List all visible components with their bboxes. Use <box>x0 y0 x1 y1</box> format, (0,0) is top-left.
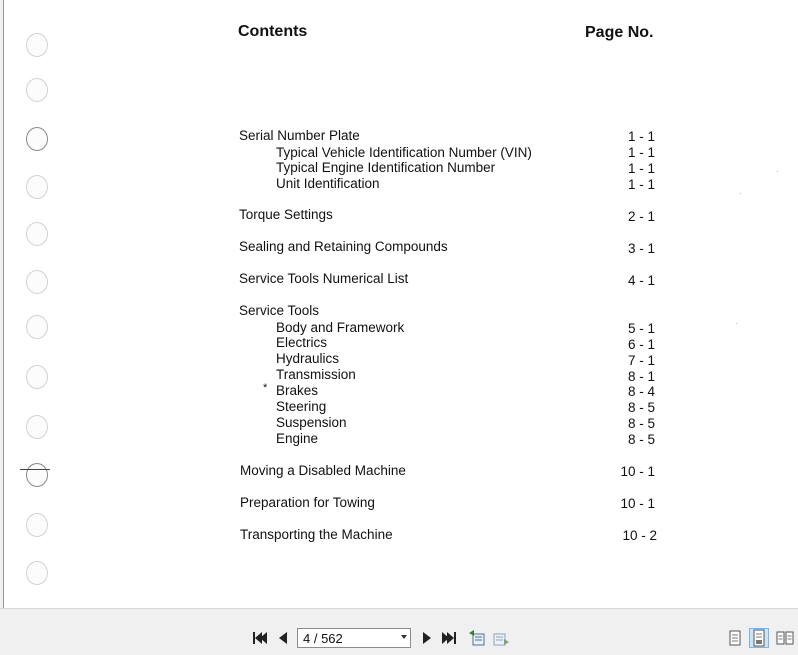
scan-speck <box>777 171 778 172</box>
toc-entry-serial-number-plate: Serial Number Plate <box>239 128 360 143</box>
last-page-icon[interactable] <box>441 628 459 648</box>
toc-entry-transmission: Transmission <box>276 367 356 382</box>
toc-page-body-framework: 5 - 1 <box>627 321 655 336</box>
toc-page-transporting: 10 - 2 <box>622 528 657 543</box>
toc-page-torque-settings: 2 - 1 <box>627 209 655 224</box>
next-page-icon[interactable] <box>418 628 436 648</box>
revision-marker: * <box>263 382 268 394</box>
go-back-view-icon[interactable] <box>468 628 486 648</box>
toc-entry-electrics: Electrics <box>276 335 328 350</box>
go-forward-view-icon[interactable] <box>492 628 510 648</box>
punch-hole <box>26 175 48 199</box>
toc-page-preparation-towing: 10 - 1 <box>620 496 655 511</box>
toc-entry-preparation-towing: Preparation for Towing <box>240 495 375 510</box>
toc-page-unit-identification: 1 - 1 <box>627 177 655 192</box>
toc-entry-torque-settings: Torque Settings <box>239 207 333 222</box>
chevron-down-icon <box>401 635 407 639</box>
toc-page-moving-disabled: 10 - 1 <box>620 464 655 479</box>
toc-page-electrics: 6 - 1 <box>627 337 655 352</box>
first-page-icon[interactable] <box>250 628 268 648</box>
toc-entry-moving-disabled: Moving a Disabled Machine <box>240 463 406 478</box>
toc-entry-service-tools-numerical: Service Tools Numerical List <box>239 271 409 286</box>
toc-page-engine: 8 - 5 <box>627 432 655 447</box>
toc-entry-hydraulics: Hydraulics <box>276 351 340 366</box>
toc-page-hydraulics: 7 - 1 <box>627 353 655 368</box>
punch-hole <box>26 78 48 102</box>
continuous-view-icon[interactable] <box>749 628 769 648</box>
punch-hole <box>26 463 48 487</box>
page-indicator-text: 4 / 562 <box>303 631 343 646</box>
page-number-select[interactable] <box>297 628 411 648</box>
toc-entry-service-tools: Service Tools <box>239 303 320 318</box>
facing-pages-view-icon[interactable] <box>775 628 795 648</box>
single-page-view-icon[interactable] <box>725 628 745 648</box>
contents-heading: Contents <box>238 23 308 40</box>
toc-page-typical-vin: 1 - 1 <box>627 145 655 160</box>
punch-hole <box>26 513 48 537</box>
toc-entry-transporting: Transporting the Machine <box>240 527 393 542</box>
punch-hole <box>26 415 48 439</box>
toc-page-sealing-compounds: 3 - 1 <box>627 241 655 256</box>
toc-entry-body-framework: Body and Framework <box>276 320 405 335</box>
toc-page-service-tools-numerical: 4 - 1 <box>627 273 655 288</box>
toc-entry-typical-engine-id: Typical Engine Identification Number <box>276 160 496 175</box>
punch-mark <box>20 469 50 470</box>
toc-entry-suspension: Suspension <box>276 415 347 430</box>
punch-hole <box>26 561 48 585</box>
punch-hole <box>26 33 48 57</box>
toc-page-suspension: 8 - 5 <box>627 416 655 431</box>
punch-hole <box>26 365 48 389</box>
toc-page-brakes: 8 - 4 <box>627 384 655 399</box>
toc-entry-engine: Engine <box>276 431 319 446</box>
toc-entry-brakes: Brakes <box>276 383 319 398</box>
previous-page-icon[interactable] <box>274 628 292 648</box>
document-page <box>3 0 798 608</box>
punch-hole <box>26 270 48 294</box>
toc-entry-sealing-compounds: Sealing and Retaining Compounds <box>239 239 448 254</box>
toc-entry-typical-vin: Typical Vehicle Identification Number (VIN) <box>276 145 532 160</box>
scan-speck <box>740 193 741 194</box>
toc-page-typical-engine-id: 1 - 1 <box>627 161 655 176</box>
punch-hole <box>26 127 48 151</box>
toc-page-serial-number-plate: 1 - 1 <box>627 129 655 144</box>
scan-speck <box>736 323 737 324</box>
punch-hole <box>26 315 48 339</box>
toc-entry-steering: Steering <box>276 399 327 414</box>
toc-page-steering: 8 - 5 <box>627 400 655 415</box>
toc-entry-unit-identification: Unit Identification <box>276 176 380 191</box>
toc-page-transmission: 8 - 1 <box>627 369 655 384</box>
page-no-heading: Page No. <box>585 24 654 41</box>
punch-hole <box>26 222 48 246</box>
